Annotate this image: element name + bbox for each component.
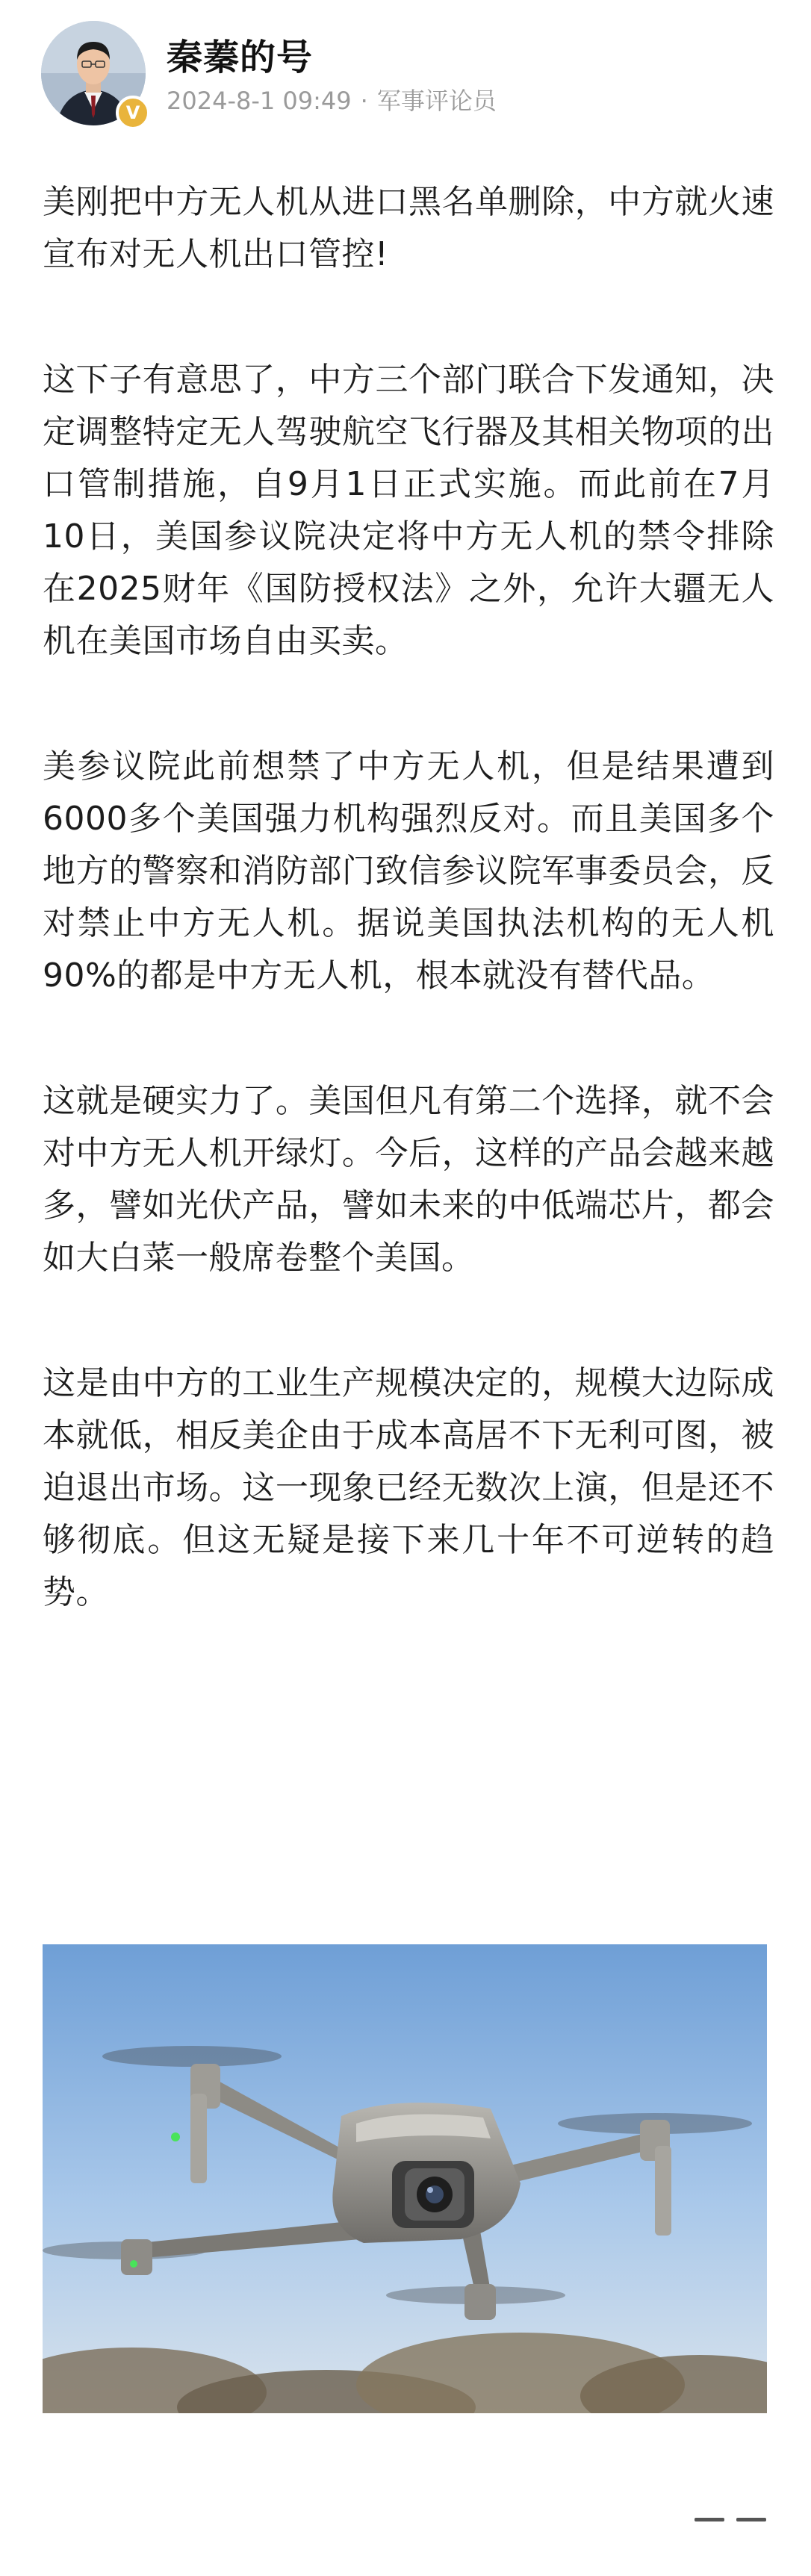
article-paragraph: 美刚把中方无人机从进口黑名单删除，中方就火速宣布对无人机出口管控! xyxy=(43,183,774,273)
article-paragraph: 这就是硬实力了。美国但凡有第二个选择，就不会对中方无人机开绿灯。今后，这样的产品会越来越多，譬如光伏产品，譬如未来的中低端芯片，都会如大白菜一般席卷整个美国。 xyxy=(43,1082,774,1277)
article-paragraph: 这下子有意思了，中方三个部门联合下发通知，决定调整特定无人驾驶航空飞行器及其相关物项的出口管制措施，自9月1日正式实施。而此前在7月10日，美国参议院决定将中方无人机的禁令排除在2025财年《国防授权法》之外，允许大疆无人机在美国市场自由买卖。 xyxy=(43,361,774,660)
article-paragraph: 这是由中方的工业生产规模决定的，规模大边际成本就低，相反美企由于成本高居不下无利可图，被迫退出市场。这一现象已经无数次上演，但是还不够彻底。但这无疑是接下来几十年不可逆转的趋势。 xyxy=(43,1364,774,1611)
article-paragraph: 美参议院此前想禁了中方无人机，但是结果遭到6000多个美国强力机构强烈反对。而且美国多个地方的警察和消防部门致信参议院军事委员会，反对禁止中方无人机。据说美国执法机构的无人机90%的都是中方无人机，根本就没有替代品。 xyxy=(43,747,774,995)
post-meta xyxy=(167,82,497,116)
post-date: 2024-8-1 09:49 xyxy=(167,87,352,115)
verified-badge-icon: V xyxy=(116,96,150,130)
author-title: 军事评论员 xyxy=(376,87,497,115)
article-body xyxy=(43,176,774,1692)
menu-icon[interactable] xyxy=(695,2501,777,2539)
drone-image xyxy=(43,1944,767,2413)
author-name[interactable]: 秦蓁的号 xyxy=(167,37,314,78)
menu-line xyxy=(736,2518,766,2521)
bottom-bar xyxy=(0,2479,811,2576)
post-header xyxy=(41,21,773,125)
meta-separator: · xyxy=(360,87,368,115)
menu-line xyxy=(695,2518,724,2521)
drone-photo[interactable] xyxy=(43,1944,767,2413)
